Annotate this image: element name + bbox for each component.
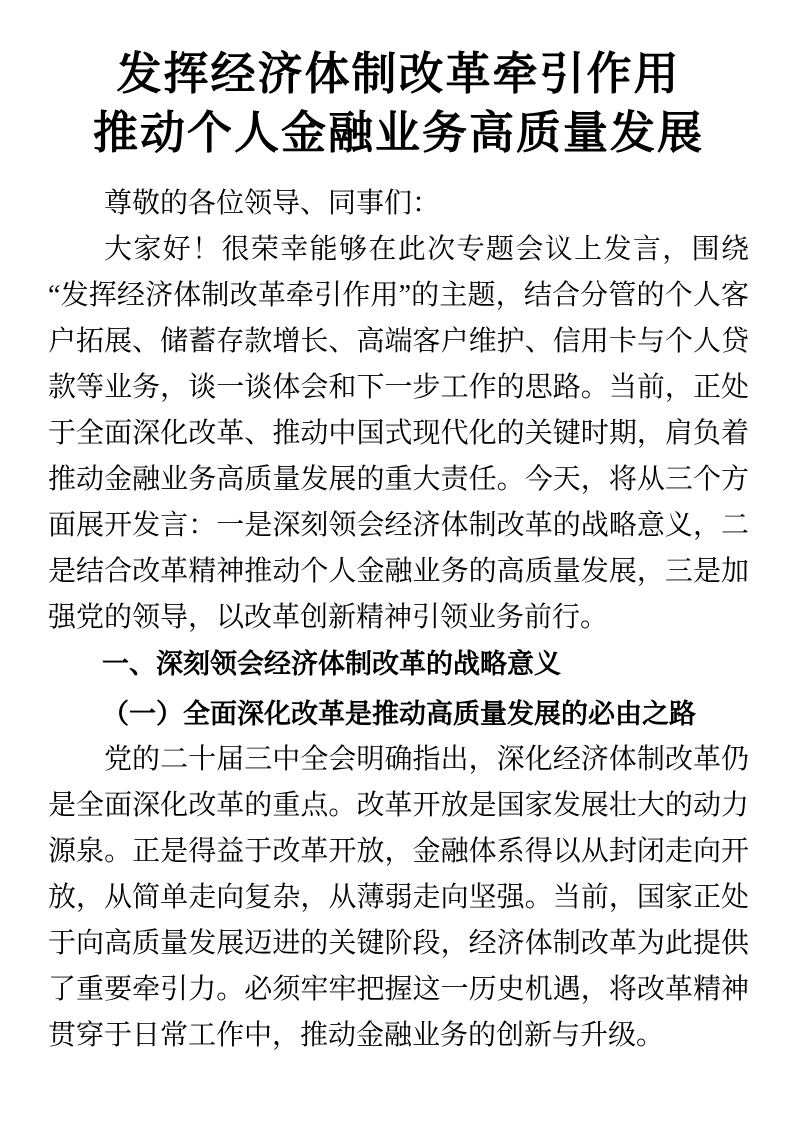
section-heading-1: 一、深刻领会经济体制改革的战略意义 bbox=[102, 649, 561, 679]
intro-paragraph: 大家好！很荣幸能够在此次专题会议上发言，围绕“发挥经济体制改革牵引作用”的主题，结合分管的个人客户拓展、储蓄存款增长、高端客户维护、信用卡与个人贷款等业务，谈一谈体会和下一步工作的思路。当前，正处于全面深化改革、推动中国式现代化的关键时期，肩负着推动金融业务高质量发展的重大责任。今天，将从三个方面展开发言：一是深刻领会经济体制改革的战略意义，二是结合改革精神推动个人金融业务的高质量发展，三是加强党的领导，以改革创新精神引领业务前行。 bbox=[48, 234, 749, 633]
document-title bbox=[48, 45, 749, 163]
document-title-line-2: 推动个人金融业务高质量发展 bbox=[92, 108, 704, 158]
section-body-paragraph: 党的二十届三中全会明确指出，深化经济体制改革仍是全面深化改革的重点。改革开放是国家发展壮大的动力源泉。正是得益于改革开放，金融体系得以从封闭走向开放，从简单走向复杂，从薄弱走向坚强。当前，国家正处于向高质量发展迈进的关键阶段，经济体制改革为此提供了重要牵引力。必须牢牢把握这一历史机遇，将改革精神贯穿于日常工作中，推动金融业务的创新与升级。 bbox=[48, 744, 749, 1051]
document-title-line-1: 发挥经济体制改革牵引作用 bbox=[116, 49, 681, 99]
subsection-heading-1-1: （一）全面深化改革是推动高质量发展的必由之路 bbox=[102, 699, 696, 729]
salutation-line: 尊敬的各位领导、同事们： bbox=[104, 188, 441, 219]
